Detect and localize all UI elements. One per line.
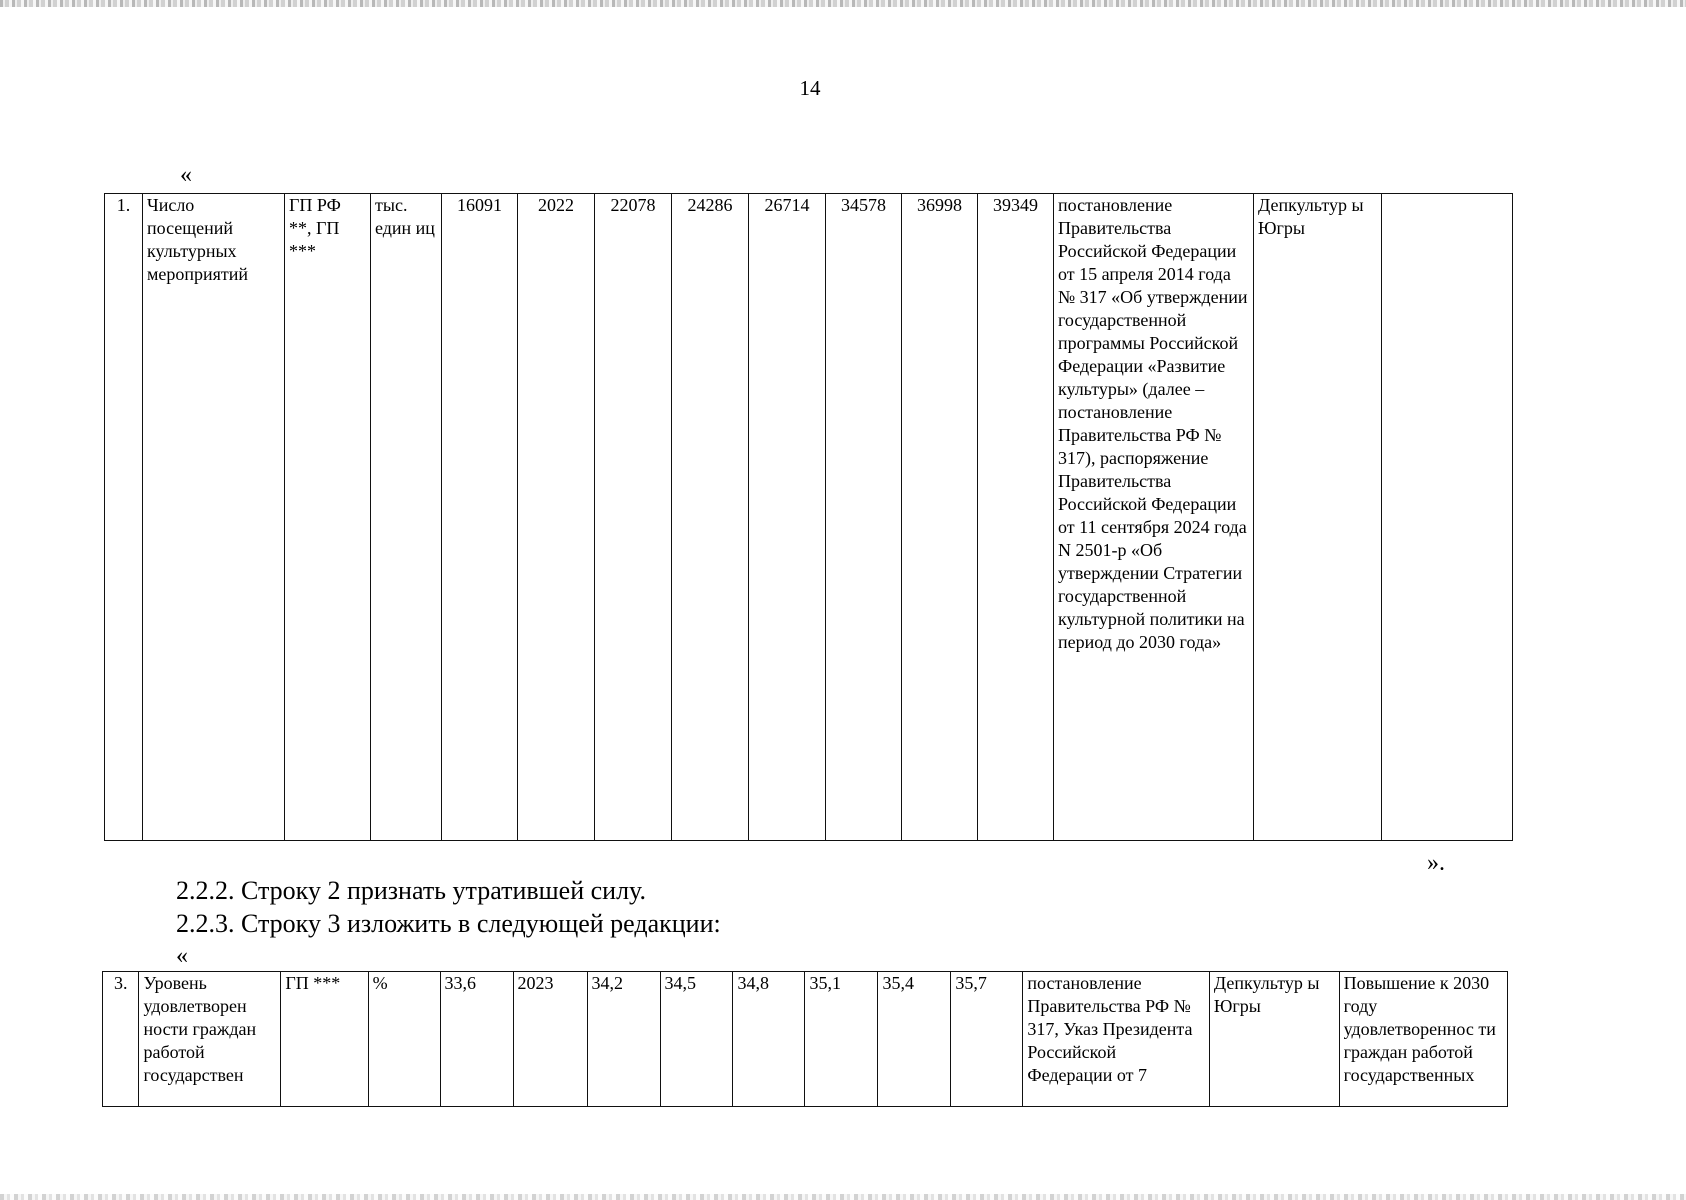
indicator-name: Число посещений культурных мероприятий xyxy=(143,194,285,841)
value-cell: 36998 xyxy=(902,194,978,841)
indicator-source: ГП РФ **, ГП *** xyxy=(285,194,371,841)
indicators-table-2-clip xyxy=(102,971,1512,1114)
base-value: 33,6 xyxy=(440,972,513,1107)
value-cell: 26714 xyxy=(749,194,826,841)
indicators-table-1 xyxy=(104,193,1513,841)
indicator-unit: % xyxy=(368,972,440,1107)
paragraph-2-2-2: 2.2.2. Строку 2 признать утратившей силу. xyxy=(176,876,646,905)
opening-quote-2: « xyxy=(176,943,188,969)
paragraph-2-2-3: 2.2.3. Строку 3 изложить в следующей редакции: xyxy=(176,909,721,938)
scan-edge-top xyxy=(0,0,1686,7)
base-year: 2023 xyxy=(513,972,587,1107)
page-number: 14 xyxy=(799,76,821,100)
value-cell: 34,8 xyxy=(733,972,805,1107)
note-cell xyxy=(1382,194,1513,841)
value-cell: 35,7 xyxy=(951,972,1023,1107)
value-cell: 39349 xyxy=(978,194,1054,841)
note-cell: Повышение к 2030 году удовлетвореннос ти граждан работой государственных xyxy=(1339,972,1507,1107)
value-cell: 34,2 xyxy=(587,972,660,1107)
value-cell: 34578 xyxy=(826,194,902,841)
value-cell: 35,4 xyxy=(878,972,951,1107)
responsible-body: Депкультур ы Югры xyxy=(1209,972,1339,1107)
indicator-source: ГП *** xyxy=(281,972,368,1107)
row-number: 3. xyxy=(103,972,139,1107)
value-cell: 35,1 xyxy=(805,972,878,1107)
indicator-unit: тыс. един иц xyxy=(371,194,442,841)
base-value: 16091 xyxy=(442,194,518,841)
value-cell: 34,5 xyxy=(660,972,733,1107)
base-year: 2022 xyxy=(518,194,595,841)
closing-quote: ». xyxy=(1427,850,1445,876)
value-cell: 22078 xyxy=(595,194,672,841)
responsible-body: Депкультур ы Югры xyxy=(1254,194,1382,841)
indicators-table-2 xyxy=(102,971,1508,1107)
value-cell: 24286 xyxy=(672,194,749,841)
legal-document: постановление Правительства РФ № 317, Указ Президента Российской Федерации от 7 xyxy=(1023,972,1210,1107)
legal-document: постановление Правительства Российской Федерации от 15 апреля 2014 года № 317 «Об утверждении государственной программы Российской Федерации «Развитие культуры» (далее – постановление Правительства РФ № 317), распоряжение Правительства Российской Федерации от 11 сентября 2024 года N 2501-р «Об утверждении Стратегии государственной культурной политики на период до 2030 года» xyxy=(1054,194,1254,841)
table-row xyxy=(103,972,1508,1107)
opening-quote-1: « xyxy=(180,162,192,188)
row-number: 1. xyxy=(105,194,143,841)
table-row xyxy=(105,194,1513,841)
indicator-name: Уровень удовлетворен ности граждан работой государствен xyxy=(139,972,281,1107)
scan-edge-bottom xyxy=(0,1194,1686,1200)
